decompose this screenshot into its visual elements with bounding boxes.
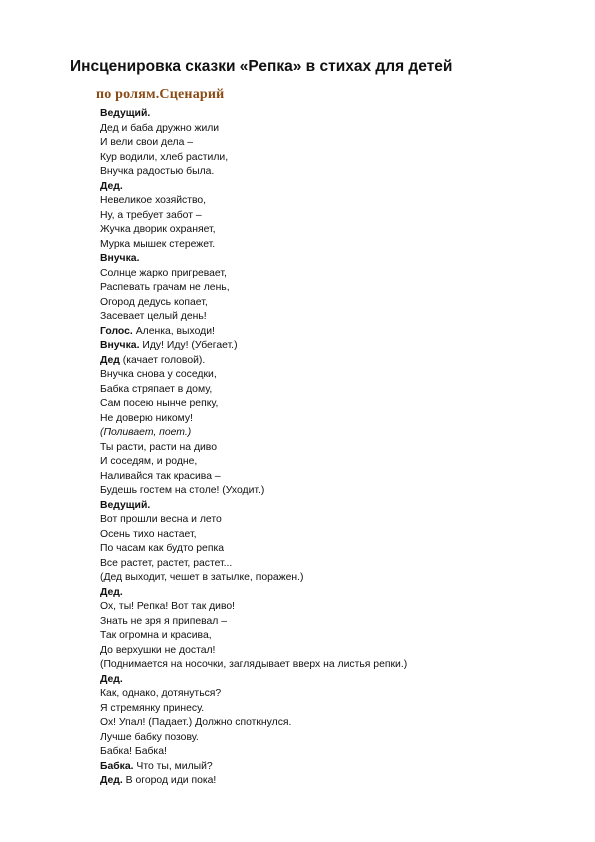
line-text: Аленка, выходи! [132, 325, 215, 337]
script-line [100, 658, 540, 673]
line-text: Распевать грачам не лень, [100, 282, 230, 293]
script-line [100, 223, 540, 238]
line-text: Мурка мышек стережет. [100, 238, 216, 250]
script-line [100, 339, 540, 354]
script-line [100, 209, 540, 224]
script-line [100, 151, 540, 166]
script-line [100, 194, 540, 209]
script-line [100, 397, 540, 412]
line-text: Так огромна и красива, [100, 630, 212, 641]
speaker-name: Внучка. [100, 340, 140, 351]
script-line [100, 745, 540, 760]
script-line [100, 528, 540, 543]
script-line [100, 513, 540, 528]
script-line [100, 470, 540, 485]
page-subtitle: по ролям.Сценарий [96, 87, 225, 102]
line-text: Лучше бабку позову. [100, 731, 199, 743]
line-text: Будешь гостем на столе! (Уходит.) [100, 485, 265, 496]
line-text: Внучка снова у соседки, [100, 369, 217, 380]
line-text: Жучка дворик охраняет, [100, 224, 216, 235]
script-line [100, 325, 540, 340]
speaker-name: Голос. [100, 325, 133, 337]
script-line [100, 383, 540, 398]
line-text: Бабка стряпает в дому, [100, 383, 213, 395]
script-line [100, 600, 540, 615]
speaker-name: Дед. [100, 586, 123, 598]
speaker-name: Дед. [100, 673, 123, 685]
script-line [100, 629, 540, 644]
script-line [100, 426, 540, 441]
speaker-name: Ведущий. [100, 108, 151, 119]
line-text: И соседям, и родне, [100, 456, 198, 467]
script-line [100, 310, 540, 325]
speaker-name: Дед [100, 354, 120, 366]
line-text: Ох, ты! Репка! Вот так диво! [100, 601, 236, 612]
script-line [100, 180, 540, 195]
line-text: Как, однако, дотянуться? [100, 688, 222, 699]
speaker-name: Бабка. [100, 760, 134, 772]
line-text: Ну, а требует забот – [100, 209, 202, 221]
script-line [100, 296, 540, 311]
line-text: (качает головой). [119, 354, 206, 366]
line-text: Наливайся так красива – [100, 470, 221, 482]
script-line [100, 267, 540, 282]
script-line [100, 644, 540, 659]
line-text: По часам как будто репка [100, 543, 224, 554]
page-title: Инсценировка сказки «Репка» в стихах для детей [70, 58, 453, 75]
script-line [100, 238, 540, 253]
script-line [100, 542, 540, 557]
script-line [100, 586, 540, 601]
script-line [100, 165, 540, 180]
line-text: Солнце жарко пригревает, [100, 267, 227, 279]
script-line [100, 615, 540, 630]
line-text: Бабка! Бабка! [100, 746, 167, 757]
line-text: Дед и баба дружно жили [100, 122, 220, 134]
script-line [100, 484, 540, 499]
line-text: И вели свои дела – [100, 137, 194, 148]
script-line [100, 716, 540, 731]
line-text: Огород дедусь копает, [100, 296, 208, 308]
script-line [100, 281, 540, 296]
script-line [100, 571, 540, 586]
line-text: Невеликое хозяйство, [100, 195, 207, 206]
line-text: Внучка радостью была. [100, 166, 215, 177]
line-text: Засевает целый день! [100, 311, 207, 322]
line-text: Осень тихо настает, [100, 528, 197, 540]
line-text: Знать не зря я припевал – [100, 615, 228, 627]
line-text: Что ты, милый? [133, 760, 213, 772]
script-line [100, 441, 540, 456]
speaker-name: Дед. [100, 180, 123, 192]
line-text: Не доверю никому! [100, 412, 193, 424]
speaker-name: Ведущий. [100, 499, 151, 511]
script-line [100, 122, 540, 137]
script-line [100, 107, 540, 122]
line-text: Ох! Упал! (Падает.) Должно споткнулся. [100, 717, 292, 728]
line-text: Я стремянку принесу. [100, 702, 205, 714]
line-text: Все растет, растет, растет... [100, 557, 233, 569]
line-text: Иду! Иду! (Убегает.) [139, 340, 238, 351]
line-text: (Дед выходит, чешет в затылке, поражен.) [100, 572, 304, 583]
script-body [100, 107, 540, 789]
line-text: (Поливает, поет.) [100, 427, 192, 438]
script-line [100, 412, 540, 427]
script-line [100, 136, 540, 151]
speaker-name: Внучка. [100, 253, 140, 264]
script-line [100, 354, 540, 369]
script-line [100, 455, 540, 470]
speaker-name: Дед. [100, 775, 123, 786]
script-line [100, 673, 540, 688]
script-line [100, 252, 540, 267]
script-line [100, 731, 540, 746]
script-line [100, 774, 540, 789]
script-line [100, 499, 540, 514]
script-line [100, 687, 540, 702]
script-line [100, 368, 540, 383]
script-line [100, 702, 540, 717]
line-text: Сам посею нынче репку, [100, 398, 219, 409]
line-text: Вот прошли весна и лето [100, 514, 222, 525]
line-text: До верхушки не достал! [100, 644, 216, 656]
line-text: В огород иди пока! [122, 775, 217, 786]
line-text: Ты расти, расти на диво [100, 441, 217, 453]
line-text: Кур водили, хлеб растили, [100, 151, 229, 163]
script-line [100, 557, 540, 572]
script-line [100, 760, 540, 775]
line-text: (Поднимается на носочки, заглядывает вверх на листья репки.) [100, 659, 408, 670]
